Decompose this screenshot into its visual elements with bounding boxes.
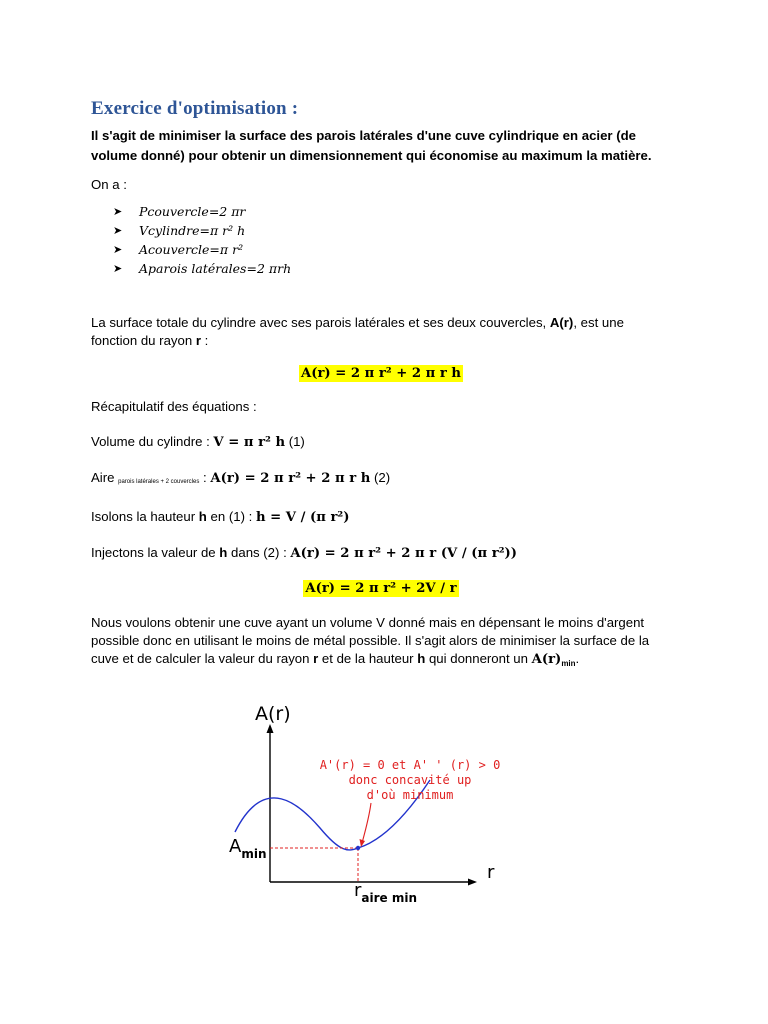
recap-heading: Récapitulatif des équations : xyxy=(91,399,257,414)
objective-paragraph: Nous voulons obtenir une cuve ayant un volume V donné mais en dépensant le moins d'argent possible donc en utilisant le moins de métal possible. Il s'agit alors de minimiser la surface de la cuve et de calculer la valeur du rayon r et de la hauteur h qui donneront un $A(r)_{min}$. xyxy=(91,615,650,668)
definition-list xyxy=(113,202,671,278)
definition-item: ➤ Pcouvercle=2 πr xyxy=(113,204,246,219)
x-axis-label: r xyxy=(487,862,495,883)
minimum-annotation: A'(r) = 0 et A' ' (r) > 0 donc concavité up d'où minimum xyxy=(319,758,501,802)
arrowhead-bullet-icon: ➤ xyxy=(113,205,123,218)
document-body xyxy=(91,98,671,673)
minimum-graph xyxy=(225,700,515,910)
x-axis-arrow-icon xyxy=(468,879,477,886)
intro-paragraph: Il s'agit de minimiser la surface des parois latérales d'une cuve cylindrique en acier (de volume donné) pour obtenir un dimensionnement qui économise au maximum la matière. xyxy=(91,128,652,163)
graph-svg xyxy=(225,700,515,910)
y-axis-arrow-icon xyxy=(267,724,274,733)
final-equation: A(r) = 2 π r² + 2V / r xyxy=(305,581,457,596)
definition-item: ➤ Aparois latérales=2 πrh xyxy=(113,261,292,276)
arrowhead-bullet-icon: ➤ xyxy=(113,243,123,256)
page-title: Exercice d'optimisation : xyxy=(91,98,299,119)
definition-item: ➤ Acouvercle=π r² xyxy=(113,242,244,257)
y-axis-label: A(r) xyxy=(255,703,291,725)
arrowhead-bullet-icon: ➤ xyxy=(113,224,123,237)
isolons-line: Isolons la hauteur h en (1) : h = V / (π r²) xyxy=(91,509,350,525)
inject-line: Injectons la valeur de h dans (2) : A(r) = 2 π r² + 2 π r (V / (π r²)) xyxy=(91,545,517,561)
definition-item: ➤ Vcylindre=π r² h xyxy=(113,223,246,238)
aire-line: Aire $_{parois latérales + 2 couvercles}$ : A(r) = 2 π r² + 2 π r h (2) xyxy=(91,470,391,486)
rmin-label: $r_{aire min}$ xyxy=(354,880,418,905)
amin-label: $A_{min}$ xyxy=(229,836,267,861)
surface-paragraph: La surface totale du cylindre avec ses parois latérales et ses deux couvercles, A(r), est une fonction du rayon r : xyxy=(91,315,624,348)
arrowhead-bullet-icon: ➤ xyxy=(113,262,123,275)
main-equation: A(r) = 2 π r² + 2 π r h xyxy=(301,366,461,381)
volume-line: Volume du cylindre : V = π r² h (1) xyxy=(91,434,305,450)
minimum-point xyxy=(356,846,360,850)
on-a-label: On a : xyxy=(91,177,127,192)
annotation-pointer xyxy=(362,803,371,843)
